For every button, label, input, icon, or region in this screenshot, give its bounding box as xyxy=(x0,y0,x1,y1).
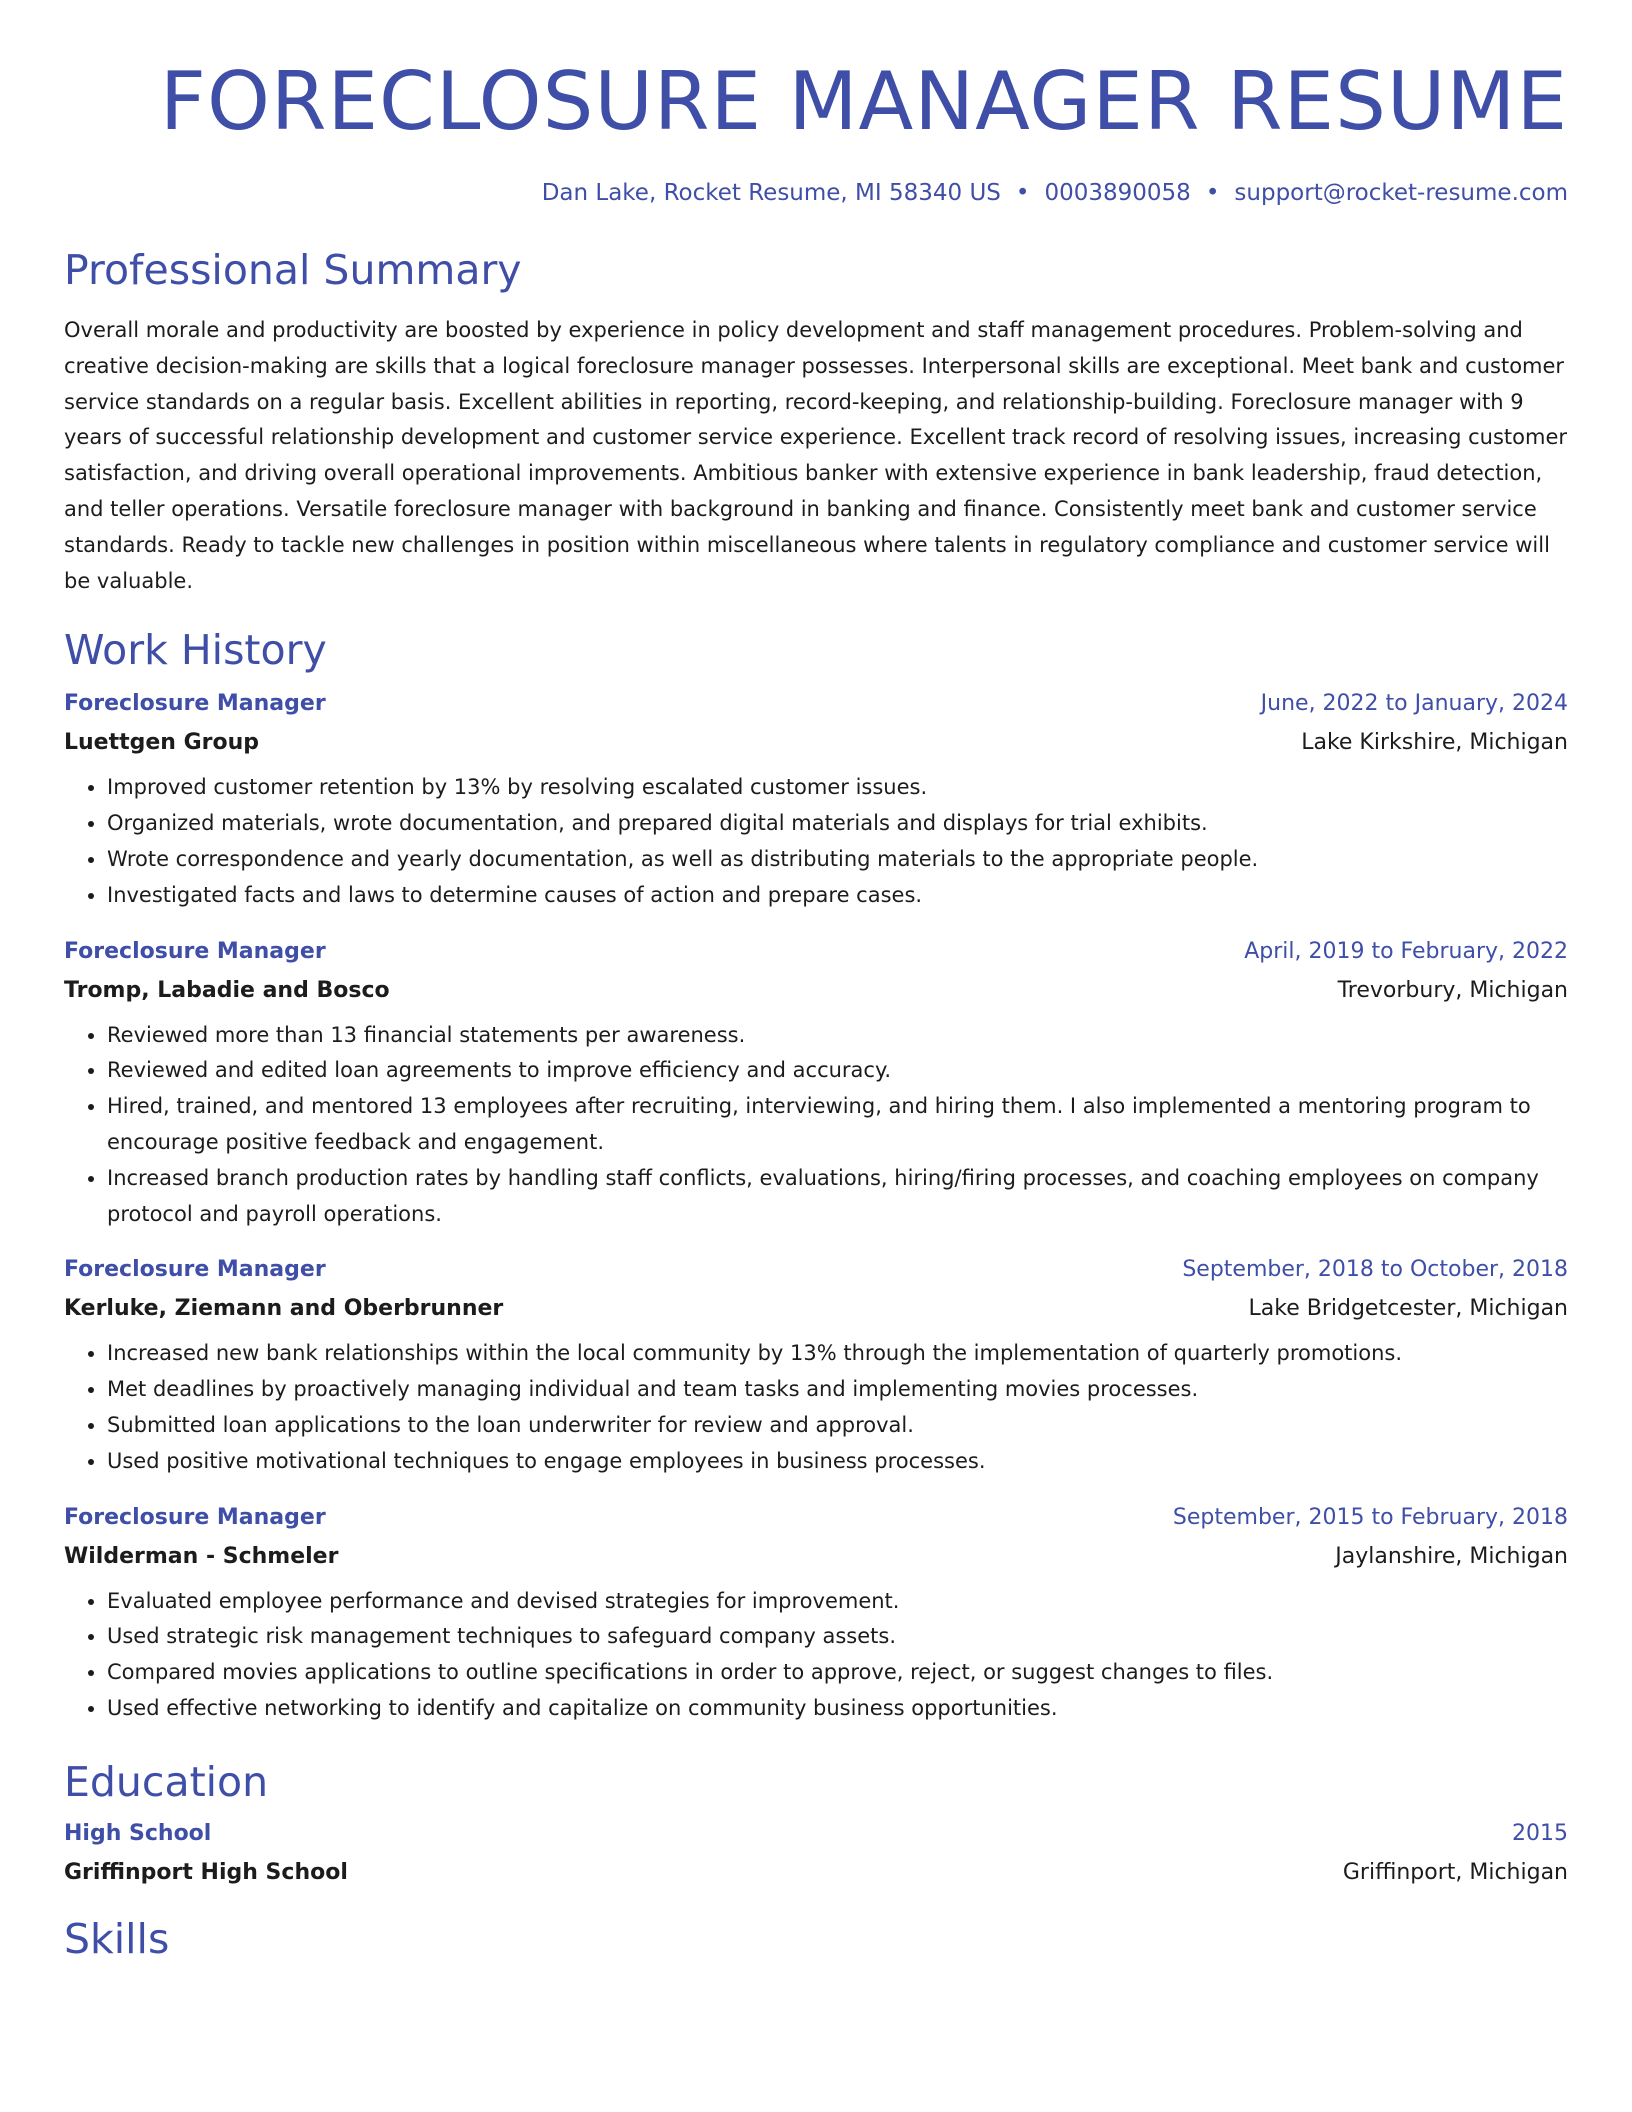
contact-line xyxy=(64,178,1568,208)
job-location: Jaylanshire, Michigan xyxy=(1335,1543,1568,1569)
job-bullet: • Hired, trained, and mentored 13 employees after recruiting, interviewing, and hiring them. I also implemented a mentoring program to encourage positive feedback and engagement. xyxy=(107,1089,1568,1161)
job-bullet: • Met deadlines by proactively managing individual and team tasks and implementing movies processes. xyxy=(107,1372,1568,1408)
job-bullet: • Compared movies applications to outline specifications in order to approve, reject, or suggest changes to files. xyxy=(107,1655,1568,1691)
contact-separator: • xyxy=(1015,180,1030,206)
job-bullet: • Used positive motivational techniques to engage employees in business processes. xyxy=(107,1444,1568,1480)
job-location: Lake Bridgetcester, Michigan xyxy=(1248,1296,1568,1322)
job-bullet: • Submitted loan applications to the loan underwriter for review and approval. xyxy=(107,1408,1568,1444)
job-employer-row xyxy=(64,728,1568,758)
job-role: Foreclosure Manager xyxy=(64,691,326,717)
education-heading: Education xyxy=(64,1757,269,1806)
education-degree: High School xyxy=(64,1820,212,1846)
job-bullet: • Wrote correspondence and yearly documentation, as well as distributing materials to the appropriate people. xyxy=(107,842,1568,878)
job-entry xyxy=(64,1503,1568,1727)
summary-text: Overall morale and productivity are boosted by experience in policy development and staff management procedures. Problem-solving and creative decision-making are skills that a logical foreclosure manager possesses. Interpersonal skills are exceptional. Meet bank and customer service standards on a regular basis. Excellent abilities in reporting, record-keeping, and relationship-building. Foreclosure manager with 9 years of successful relationship development and customer service experience. Excellent track record of resolving issues, increasing customer satisfaction, and driving overall operational improvements. Ambitious banker with extensive experience in bank leadership, fraud detection, and teller operations. Versatile foreclosure manager with background in banking and finance. Consistently meet bank and customer service standards. Ready to tackle new challenges in position within miscellaneous where talents in regulatory compliance and customer service will be valuable. xyxy=(64,318,1567,593)
education-year: 2015 xyxy=(1512,1820,1568,1846)
job-role: Foreclosure Manager xyxy=(64,938,326,964)
job-employer: Wilderman - Schmeler xyxy=(64,1543,339,1569)
job-dates: June, 2022 to January, 2024 xyxy=(1260,691,1568,717)
job-employer-row xyxy=(64,1294,1568,1324)
job-bullet: • Increased new bank relationships within the local community by 13% through the implementation of quarterly promotions. xyxy=(107,1336,1568,1372)
job-entry xyxy=(64,689,1568,913)
job-dates: April, 2019 to February, 2022 xyxy=(1244,938,1568,964)
job-bullet: • Improved customer retention by 13% by resolving escalated customer issues. xyxy=(107,770,1568,806)
job-role: Foreclosure Manager xyxy=(64,1257,326,1283)
job-location: Trevorbury, Michigan xyxy=(1337,977,1568,1003)
education-header-row xyxy=(64,1819,1568,1849)
job-location: Lake Kirkshire, Michigan xyxy=(1301,730,1568,756)
job-employer-row xyxy=(64,1542,1568,1572)
resume-title: FORECLOSURE MANAGER RESUME xyxy=(159,55,1568,148)
contact-email: support@rocket-resume.com xyxy=(1234,180,1568,206)
job-employer: Tromp, Labadie and Bosco xyxy=(64,977,390,1003)
job-entry xyxy=(64,937,1568,1233)
contact-address: Dan Lake, Rocket Resume, MI 58340 US xyxy=(541,180,1001,206)
job-employer: Luettgen Group xyxy=(64,730,260,756)
job-dates: September, 2018 to October, 2018 xyxy=(1182,1257,1568,1283)
job-bullet: • Reviewed more than 13 financial statements per awareness. xyxy=(107,1018,1568,1054)
work-history-heading: Work History xyxy=(64,626,327,675)
contact-phone: 0003890058 xyxy=(1044,180,1191,206)
job-bullet: • Increased branch production rates by handling staff conflicts, evaluations, hiring/firing processes, and coaching employees on company protocol and payroll operations. xyxy=(107,1161,1568,1233)
job-bullets xyxy=(64,1584,1568,1727)
work-history-list xyxy=(64,689,1568,1726)
job-bullet: • Used effective networking to identify and capitalize on community business opportunities. xyxy=(107,1691,1568,1727)
summary-heading: Professional Summary xyxy=(64,246,522,294)
job-bullet: • Used strategic risk management techniques to safeguard company assets. xyxy=(107,1619,1568,1655)
job-header-row xyxy=(64,1503,1568,1533)
education-location: Griffinport, Michigan xyxy=(1342,1859,1568,1885)
job-bullets xyxy=(64,1018,1568,1233)
contact-separator: • xyxy=(1205,180,1220,206)
job-bullet: • Evaluated employee performance and devised strategies for improvement. xyxy=(107,1584,1568,1620)
skills-heading: Skills xyxy=(64,1914,170,1963)
job-bullets xyxy=(64,770,1568,913)
job-entry xyxy=(64,1255,1568,1479)
job-header-row xyxy=(64,689,1568,719)
job-employer-row xyxy=(64,976,1568,1006)
education-school-row xyxy=(64,1858,1568,1888)
job-header-row xyxy=(64,1255,1568,1285)
job-header-row xyxy=(64,937,1568,967)
job-role: Foreclosure Manager xyxy=(64,1504,326,1530)
job-bullets xyxy=(64,1336,1568,1479)
job-bullet: • Investigated facts and laws to determine causes of action and prepare cases. xyxy=(107,878,1568,914)
job-dates: September, 2015 to February, 2018 xyxy=(1172,1504,1568,1530)
education-entry xyxy=(64,1819,1568,1888)
education-school: Griffinport High School xyxy=(64,1859,348,1885)
job-employer: Kerluke, Ziemann and Oberbrunner xyxy=(64,1296,504,1322)
job-bullet: • Organized materials, wrote documentation, and prepared digital materials and displays for trial exhibits. xyxy=(107,806,1568,842)
job-bullet: • Reviewed and edited loan agreements to improve efficiency and accuracy. xyxy=(107,1053,1568,1089)
